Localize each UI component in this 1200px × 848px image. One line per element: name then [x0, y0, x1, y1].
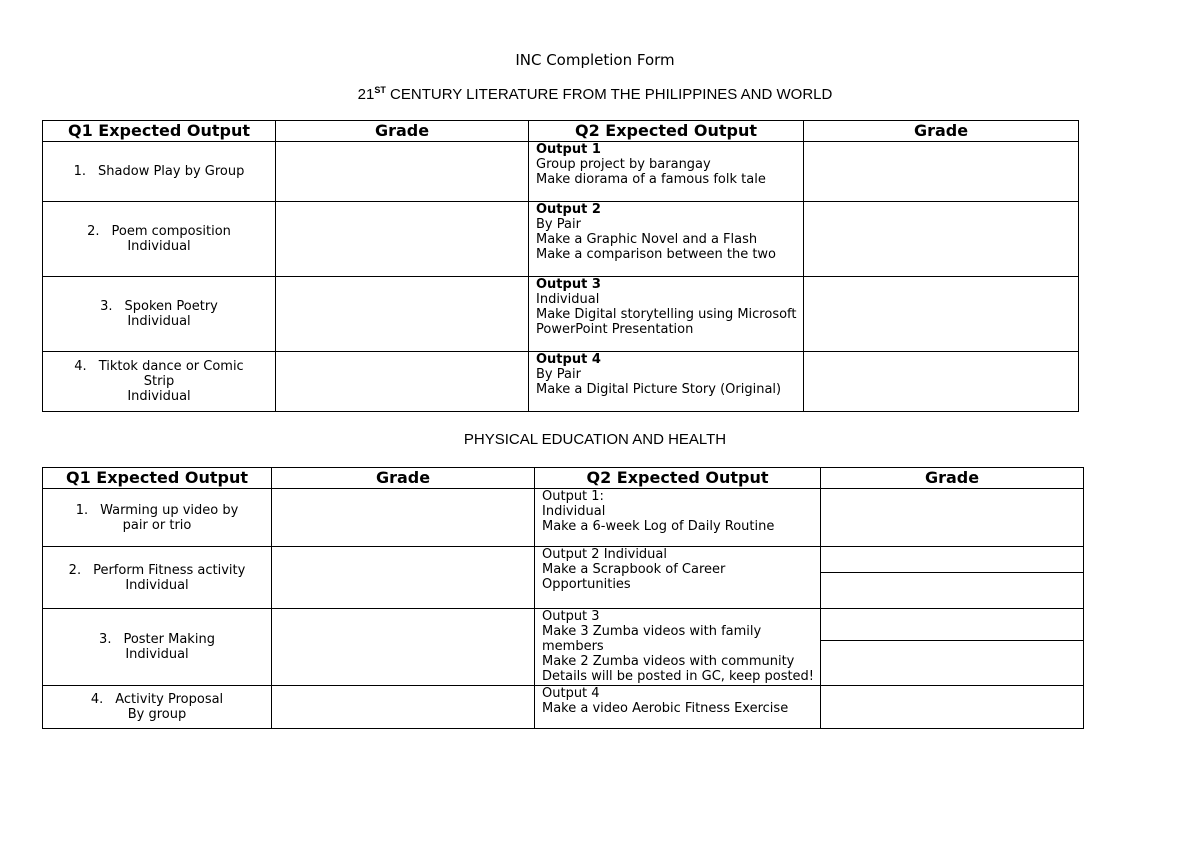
q2-output-cell: Output 4 By Pair Make a Digital Picture Story (Original) — [529, 352, 804, 412]
column-header-q1: Q1 Expected Output — [43, 468, 272, 489]
q1-output-cell: 3. Spoken Poetry Individual — [43, 277, 276, 352]
grade-cell[interactable] — [804, 352, 1079, 412]
table-header-row — [43, 468, 1084, 489]
q2-output-cell: Output 2 By Pair Make a Graphic Novel and a Flash Make a comparison between the two — [529, 202, 804, 277]
grade-subcell[interactable] — [821, 547, 1083, 572]
q2-output-cell: Output 3 Make 3 Zumba videos with family members Make 2 Zumba videos with community Details will be posted in GC, keep posted! — [535, 609, 821, 686]
q1-output-cell: 3. Poster Making Individual — [43, 609, 272, 686]
q2-output-cell: Output 2 Individual Make a Scrapbook of Career Opportunities — [535, 547, 821, 609]
column-header-q2: Q2 Expected Output — [529, 121, 804, 142]
grade-cell[interactable] — [276, 352, 529, 412]
grade-cell[interactable] — [804, 202, 1079, 277]
grade-cell[interactable] — [276, 277, 529, 352]
table-row — [43, 202, 1079, 277]
grade-cell-split — [821, 547, 1084, 609]
column-header-grade: Grade — [272, 468, 535, 489]
literature-section-title: 21ST CENTURY LITERATURE FROM THE PHILIPPINES AND WORLD — [357, 85, 833, 103]
grade-cell[interactable] — [276, 202, 529, 277]
column-header-grade: Grade — [821, 468, 1084, 489]
grade-cell[interactable] — [821, 686, 1084, 729]
q1-output-cell: 1. Warming up video by pair or trio — [43, 489, 272, 547]
column-header-grade: Grade — [276, 121, 529, 142]
column-header-grade: Grade — [804, 121, 1079, 142]
table-header-row — [43, 121, 1079, 142]
table-row — [43, 277, 1079, 352]
q2-output-cell: Output 1 Group project by barangay Make diorama of a famous folk tale — [529, 142, 804, 202]
column-header-q2: Q2 Expected Output — [535, 468, 821, 489]
q1-output-cell: 2. Perform Fitness activity Individual — [43, 547, 272, 609]
q2-output-cell: Output 1: Individual Make a 6-week Log of Daily Routine — [535, 489, 821, 547]
table-row — [43, 547, 1084, 609]
table-row — [43, 686, 1084, 729]
grade-cell[interactable] — [804, 142, 1079, 202]
grade-cell[interactable] — [804, 277, 1079, 352]
pe-section-title: PHYSICAL EDUCATION AND HEALTH — [463, 431, 727, 448]
q2-output-cell: Output 3 Individual Make Digital storytelling using Microsoft PowerPoint Presentation — [529, 277, 804, 352]
column-header-q1: Q1 Expected Output — [43, 121, 276, 142]
grade-cell[interactable] — [272, 686, 535, 729]
grade-cell[interactable] — [272, 547, 535, 609]
form-title: INC Completion Form — [515, 51, 675, 69]
grade-subcell[interactable] — [821, 572, 1083, 608]
grade-cell[interactable] — [821, 489, 1084, 547]
grade-subcell[interactable] — [821, 640, 1083, 685]
table-row — [43, 609, 1084, 686]
table-row — [43, 489, 1084, 547]
table-row — [43, 352, 1079, 412]
q1-output-cell: 4. Tiktok dance or Comic Strip Individual — [43, 352, 276, 412]
table-row — [43, 142, 1079, 202]
q2-output-cell: Output 4 Make a video Aerobic Fitness Exercise — [535, 686, 821, 729]
q1-output-cell: 1. Shadow Play by Group — [43, 142, 276, 202]
q1-output-cell: 2. Poem composition Individual — [43, 202, 276, 277]
grade-cell-split — [821, 609, 1084, 686]
q1-output-cell: 4. Activity Proposal By group — [43, 686, 272, 729]
grade-cell[interactable] — [276, 142, 529, 202]
grade-subcell[interactable] — [821, 609, 1083, 640]
pe-table — [42, 467, 1084, 729]
grade-cell[interactable] — [272, 609, 535, 686]
grade-cell[interactable] — [272, 489, 535, 547]
literature-table — [42, 120, 1079, 412]
